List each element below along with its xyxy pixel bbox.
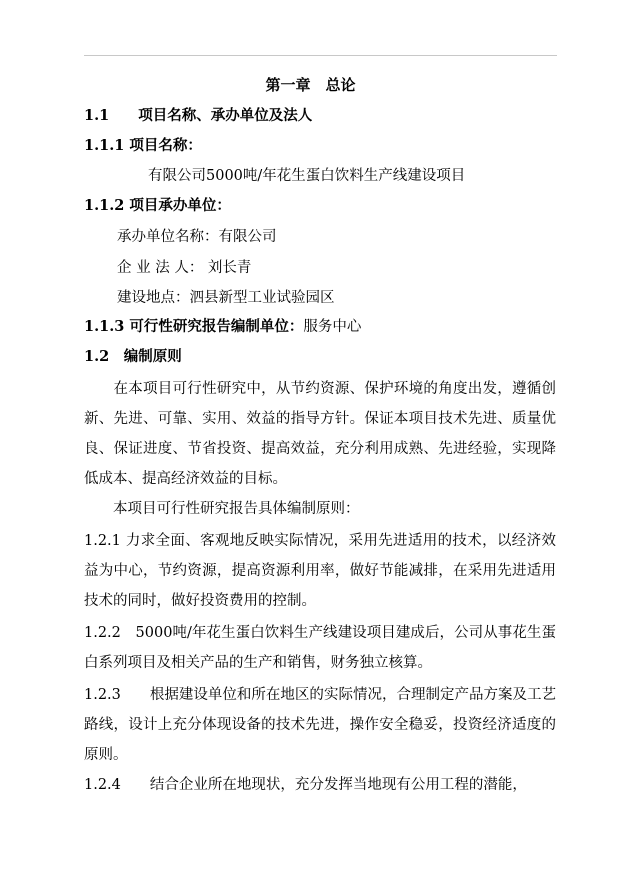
location-line: 建设地点：泗县新型工业试验园区 — [117, 290, 335, 306]
principle-intro-paragraph — [84, 374, 556, 494]
section-1-1-3-value: 服务中心 — [303, 319, 362, 335]
unit-name-line: 承办单位名称：有限公司 — [117, 229, 277, 245]
paragraph-text: 1.2.2 5000吨/年花生蛋白饮料生产线建设项目建成后，公司从事花生蛋白系列项目及相关产品的生产和销售，财务独立核算。 — [84, 625, 556, 671]
principle-1-2-2 — [84, 618, 556, 678]
section-1-1-heading: 1.1 项目名称、承办单位及法人 — [84, 107, 313, 124]
section-1-1-1-heading: 1.1.1 项目名称： — [84, 137, 202, 154]
legal-person-line: 企 业 法 人： 刘长青 — [117, 260, 252, 276]
section-1-1-3-label: 1.1.3 可行性研究报告编制单位： — [84, 318, 304, 335]
principle-1-2-1 — [84, 526, 556, 616]
paragraph-text: 1.2.1 力求全面、客观地反映实际情况，采用先进适用的技术，以经济效益为中心，节约资源，提高资源利用率，做好节能减排，在采用先进适用技术的同时，做好投资费用的控制。 — [84, 533, 556, 609]
paragraph-text: 1.2.3 根据建设单位和所在地区的实际情况，合理制定产品方案及工艺路线，设计上充分体现设备的技术先进，操作安全稳妥，投资经济适度的原则。 — [84, 687, 556, 763]
paragraph-text: 1.2.4 结合企业所在地现状，充分发挥当地现有公用工程的潜能， — [84, 777, 527, 793]
principle-1-2-3 — [84, 680, 556, 770]
section-1-2-heading: 1.2 编制原则 — [84, 348, 182, 365]
principle-1-2-4 — [84, 770, 556, 800]
paragraph-text: 本项目可行性研究报告具体编制原则： — [84, 501, 360, 517]
paragraph-text: 在本项目可行性研究中，从节约资源、保护环境的角度出发，遵循创新、先进、可靠、实用、效益的指导方针。保证本项目技术先进、质量优良、保证进度、节省投资、提高效益，充分利用成熟、先进经验，实现降低成本、提高经济效益的目标。 — [84, 381, 556, 487]
chapter-title: 第一章 总论 — [265, 76, 356, 94]
principle-list-intro — [84, 494, 556, 524]
project-name: 有限公司5000吨/年花生蛋白饮料生产线建设项目 — [148, 168, 466, 184]
header-rule — [84, 55, 557, 56]
section-1-1-2-heading: 1.1.2 项目承办单位： — [84, 197, 231, 214]
section-1-1-3-line — [84, 318, 361, 336]
